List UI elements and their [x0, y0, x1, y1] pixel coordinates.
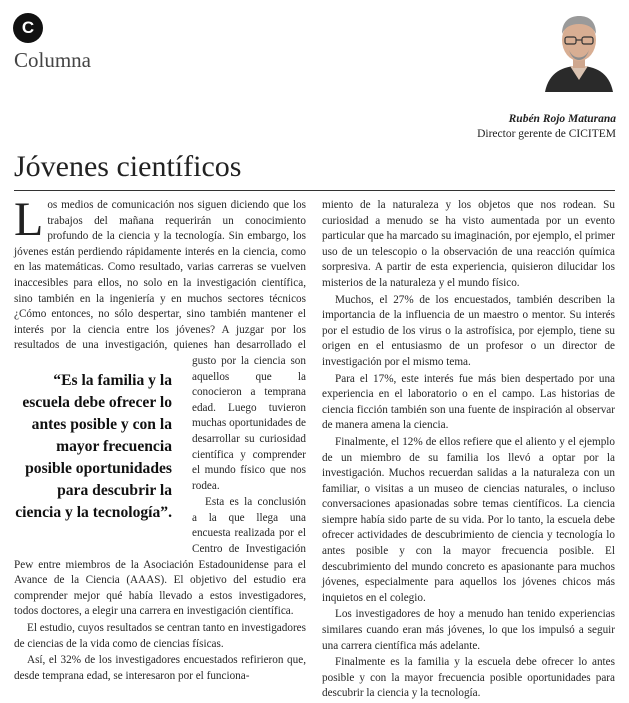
section-title: Columna: [14, 48, 91, 72]
headline-rule: [14, 190, 615, 191]
paragraph-text: desarrollado el gusto por la ciencia son aquellos que la conocieron a temprana edad. Luego tuvieron muchas oportunidades de desarrollar su curiosidad científica y comprender el mundo físico que nos rodea.: [192, 339, 306, 492]
paragraph: Así, el 32% de los investigadores encuestados refirieron que, desde temprana edad, se interesaron por el funciona-: [14, 654, 306, 682]
author-role: Director gerente de CICITEM: [477, 128, 616, 140]
paragraph: miento de la naturaleza y los objetos que nos rodean. Su curiosidad a menudo se ha visto aumentada por un evento particular que ha marcado su imaginación, por ejemplo, el primer uso de un telescopio o la observación de una reacción química sorpresiva. A partir de esta experiencia, quisieron dilucidar los misterios de la naturaleza y el mundo físico.: [322, 199, 615, 289]
column-badge: C: [13, 13, 43, 43]
paragraph: Los investigadores de hoy a menudo han tenido experiencias similares cuando eran más jóvenes, lo que los impulsó a seguir una carrera científica más adelante.: [322, 608, 615, 652]
article-column-2: [322, 198, 615, 703]
pull-quote: “Es la familia y la escuela debe ofrecer lo antes posible y con la mayor frecuencia posible oportunidades para descubrir la ciencia y la tecnología”.: [15, 372, 172, 521]
paragraph-text: os medios de comunicación nos siguen diciendo que los trabajos del mañana requerirán un conocimiento profundo de la ciencia y la tecnología. Sin embargo, los jóvenes están perdiendo rápidamente interés en la ciencia, como en las matemáticas. Como resultado, varias carreras se vuelven inaccesibles para ellos, no solo en la investigación científica, sino también en la ingeniería y en muchos sectores técnicos ¿Cómo entonces, no sólo despertar, sino también mantener el interés por la ciencia entre los jóvenes? A juzgar por los resultados de una investigación, quienes han: [14, 199, 306, 352]
paragraph: El estudio, cuyos resultados se centran tanto en investigadores de ciencias de la vida como de ciencias físicas.: [14, 622, 306, 650]
headline: Jóvenes científicos: [14, 150, 242, 183]
paragraph: Esta es la conclusión a la que llega una encuesta realizada por el Centro de Investigación Pew entre miembros de la Asociación Estadounidense para el Avance de la Ciencia (AAAS). El objetivo del estudio era comprender mejor qué había llevado a estos investigadores, todos doctores, a elegir una carrera en investigación científica.: [14, 496, 306, 618]
paragraph: Finalmente es la familia y la escuela debe ofrecer lo antes posible y con la mayor frecuencia posible oportunidades para descubrir la ciencia y la tecnología.: [322, 656, 615, 700]
author-name: Rubén Rojo Maturana: [508, 113, 616, 125]
drop-cap: L: [14, 193, 44, 246]
paragraph: Finalmente, el 12% de ellos refiere que el aliento y el ejemplo de un miembro de su familia los llevó a optar por la investigación. Muchos recuerdan salidas a la naturaleza con un familiar, o visitas a un museo de ciencias naturales, o incluso conversaciones apasionadas sobre temas científicos. La ciencia siempre había sido parte de su vida. Por lo tanto, la escuela debe ofrecer actividades de descubrimiento de ciencia y tecnología lo antes posible y con la mayor frecuencia posible. El descubrimiento del mundo concreto es apasionante para muchos jóvenes, especialmente para aquellos los jóvenes chicos más inquietos en el colegio.: [322, 435, 615, 604]
paragraph: Muchos, el 27% de los encuestados, también describen la importancia de la influencia de un maestro o mentor. Su interés por el estudio de los virus o la astrofísica, por ejemplo, tiene su origen en el entusiasmo de un profesor o un director de investigación por el mismo tema.: [322, 293, 615, 368]
paragraph: Para el 17%, este interés fue más bien despertado por una experiencia en el laboratorio o en el campo. Las historias de ciencia ficción también son una fuente de inspiración al observar de manera amena la ciencia.: [322, 372, 615, 432]
author-photo: [543, 10, 615, 92]
author-portrait-icon: [543, 10, 615, 92]
